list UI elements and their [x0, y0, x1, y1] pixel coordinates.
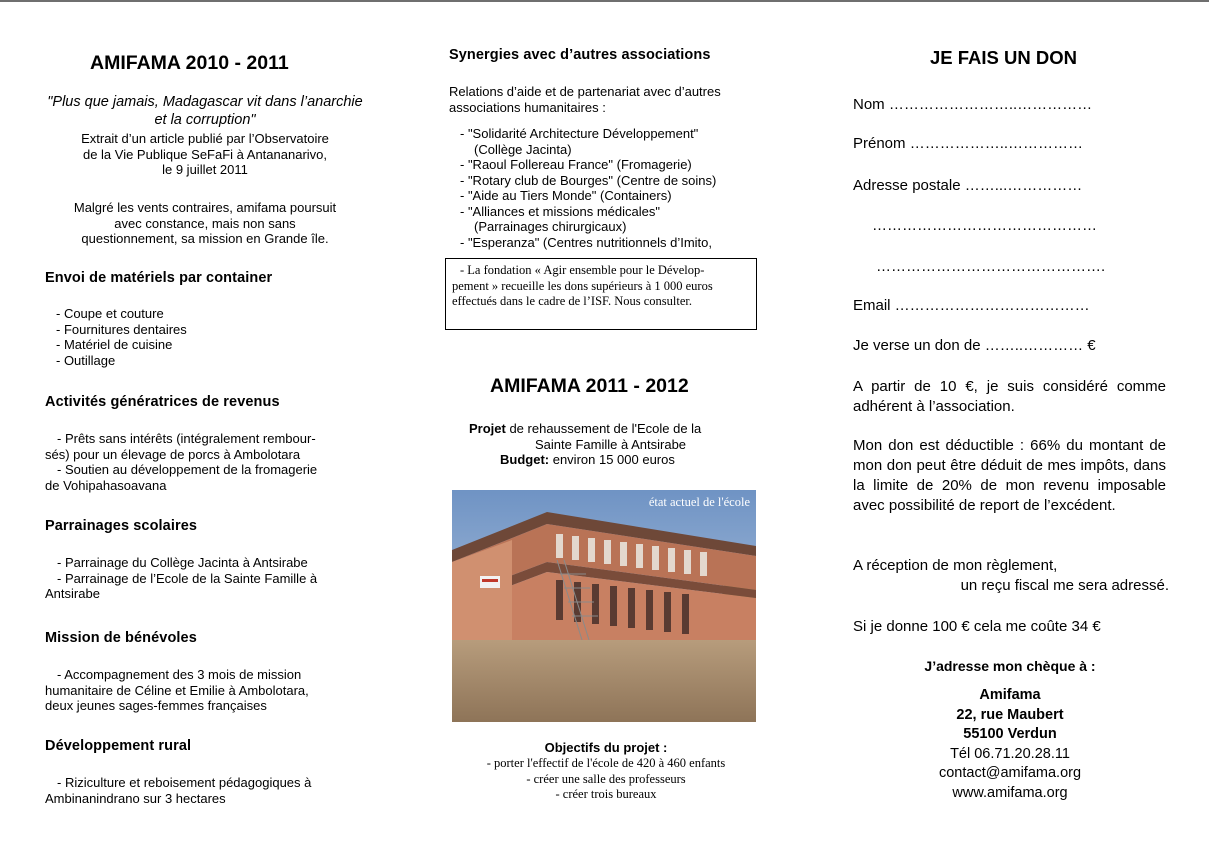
box-line: - La fondation « Agir ensemble pour le Dévelop-: [460, 263, 705, 277]
source-line: Extrait d’un article publié par l’Observatoire: [81, 131, 329, 146]
postal-address: [850, 686, 1170, 803]
cheque-title: J’adresse mon chèque à :: [924, 658, 1096, 674]
section-heading: Envoi de matériels par container: [45, 270, 273, 286]
partner-item: - "Raoul Follereau France" (Fromagerie): [460, 157, 692, 172]
school-photo: [452, 490, 756, 722]
section-list: [45, 555, 375, 602]
reception-line: un reçu fiscal me sera adressé.: [960, 577, 1169, 594]
partner-item: - "Alliances et missions médicales": [460, 203, 660, 219]
reception-line: A réception de mon règlement,: [853, 557, 1058, 574]
adresse-field[interactable]: Adresse postale ……...……………: [853, 177, 1083, 194]
adresse-field-line2[interactable]: ………………………………………: [872, 217, 1097, 234]
list-item: - Accompagnement des 3 mois de mission: [57, 667, 302, 682]
address-email-link[interactable]: contact@amifama.org: [938, 765, 1082, 781]
photo-caption: état actuel de l'école: [648, 495, 750, 509]
intro-line: Malgré les vents contraires, amifama poursuit: [73, 200, 337, 215]
partner-item: (Parrainages chirurgicaux): [474, 219, 627, 234]
list-item: - Coupe et couture: [56, 306, 164, 321]
relations-line: associations humanitaires :: [449, 99, 606, 115]
synergies-title: Synergies avec d’autres associations: [449, 47, 711, 63]
project-line2: Sainte Famille à Antsirabe: [535, 436, 687, 452]
objective-item: - créer une salle des professeurs: [526, 771, 686, 786]
section-heading: Développement rural: [45, 738, 192, 754]
address-website-link[interactable]: www.amifama.org: [952, 784, 1068, 801]
section-list: [56, 306, 187, 368]
list-item: - Matériel de cuisine: [56, 337, 173, 352]
adresse-field-line3[interactable]: ……………………………………….: [876, 258, 1106, 275]
list-item: deux jeunes sages-femmes françaises: [45, 698, 267, 713]
quote-source: [40, 131, 370, 178]
section-list: [45, 431, 375, 493]
intro: [40, 200, 370, 247]
list-item: - Riziculture et reboisement pédagogiques à: [57, 775, 312, 790]
list-item: - Parrainage de l’Ecole de la Sainte Famille à: [57, 570, 318, 586]
email-field[interactable]: Email …………………………………: [853, 297, 1090, 314]
box-line: pement » recueille les dons supérieurs à 1 000 euros: [452, 278, 713, 293]
section-heading: Mission de bénévoles: [45, 630, 197, 646]
don-title: JE FAIS UN DON: [930, 47, 1077, 68]
relations-text: [449, 84, 769, 115]
address-street: 22, rue Maubert: [956, 706, 1064, 723]
budget-line: [469, 452, 769, 468]
deductible-text: Mon don est déductible : 66% du montant de mon don peut être déduit de mes impôts, dans la limite de 20% de mon revenu imposable avec possibilité de report de l’excédent.: [853, 437, 1166, 514]
top-border: [0, 0, 1209, 2]
intro-line: avec constance, mais non sans: [114, 215, 296, 231]
prenom-field[interactable]: Prénom ………………..……………: [853, 135, 1084, 152]
list-item: Ambinanindrano sur 3 hectares: [45, 790, 226, 806]
objective-item: - créer trois bureaux: [555, 787, 657, 801]
objectives-title: Objectifs du projet :: [544, 740, 668, 755]
list-item: - Fournitures dentaires: [56, 321, 187, 337]
list-item: sés) pour un élevage de porcs à Ambolotara: [45, 446, 301, 462]
example-text: Si je donne 100 € cela me coûte 34 €: [853, 618, 1101, 635]
partner-item: - "Solidarité Architecture Développement": [460, 126, 699, 141]
list-item: - Soutien au développement de la fromagerie: [57, 462, 318, 477]
budget-text: environ 15 000 euros: [549, 452, 675, 467]
nom-field[interactable]: Nom ……………………..……………: [853, 96, 1093, 113]
box-line: effectués dans le cadre de l’ISF. Nous consulter.: [452, 294, 693, 308]
left-title: AMIFAMA 2010 - 2011: [90, 52, 289, 74]
objective-item: - porter l'effectif de l'école de 420 à 460 enfants: [486, 756, 726, 770]
project-description: [469, 421, 769, 468]
list-item: - Outillage: [56, 352, 116, 368]
section-heading: Parrainages scolaires: [45, 518, 198, 534]
partners-list: [460, 126, 780, 250]
partner-item: - "Rotary club de Bourges" (Centre de soins): [460, 172, 717, 188]
section-list: [45, 775, 375, 806]
project-text: de rehaussement de l'Ecole de la: [505, 421, 702, 436]
list-item: Antsirabe: [45, 586, 100, 601]
relations-line: Relations d’aide et de partenariat avec d’autres: [449, 84, 721, 99]
list-item: - Parrainage du Collège Jacinta à Antsirabe: [57, 555, 308, 570]
project-label: Projet: [469, 421, 506, 436]
don-amount-field[interactable]: Je verse un don de ……..………… €: [853, 337, 1096, 354]
section-list: [45, 667, 375, 714]
address-name: Amifama: [979, 687, 1041, 703]
source-line: le 9 juillet 2011: [162, 162, 248, 177]
address-phone: Tél 06.71.20.28.11: [950, 745, 1070, 762]
section-heading: Activités génératrices de revenus: [45, 394, 280, 410]
source-line: de la Vie Publique SeFaFi à Antananarivo,: [82, 146, 328, 162]
fondation-box: [445, 258, 757, 330]
list-item: de Vohipahasoavana: [45, 477, 167, 493]
project-line: [469, 421, 769, 437]
objectives: [450, 740, 762, 803]
partner-item: - "Esperanza" (Centres nutritionnels d’Imito,: [460, 234, 713, 250]
partner-item: (Collège Jacinta): [474, 141, 572, 157]
school-photo-illustration: [452, 490, 756, 722]
partner-item: - "Aide au Tiers Monde" (Containers): [460, 188, 672, 203]
list-item: humanitaire de Céline et Emilie à Ambolotara,: [45, 682, 309, 698]
intro-line: questionnement, sa mission en Grande île.: [81, 231, 329, 246]
reception-text: [853, 556, 1169, 596]
budget-label: Budget:: [500, 452, 550, 467]
list-item: - Prêts sans intérêts (intégralement rembour-: [57, 431, 316, 446]
quote: "Plus que jamais, Madagascar vit dans l’anarchie et la corruption": [47, 94, 363, 128]
project-title: AMIFAMA 2011 - 2012: [490, 375, 689, 397]
adherent-text: A partir de 10 €, je suis considéré comme adhérent à l’association.: [853, 378, 1166, 415]
address-city: 55100 Verdun: [963, 726, 1057, 742]
